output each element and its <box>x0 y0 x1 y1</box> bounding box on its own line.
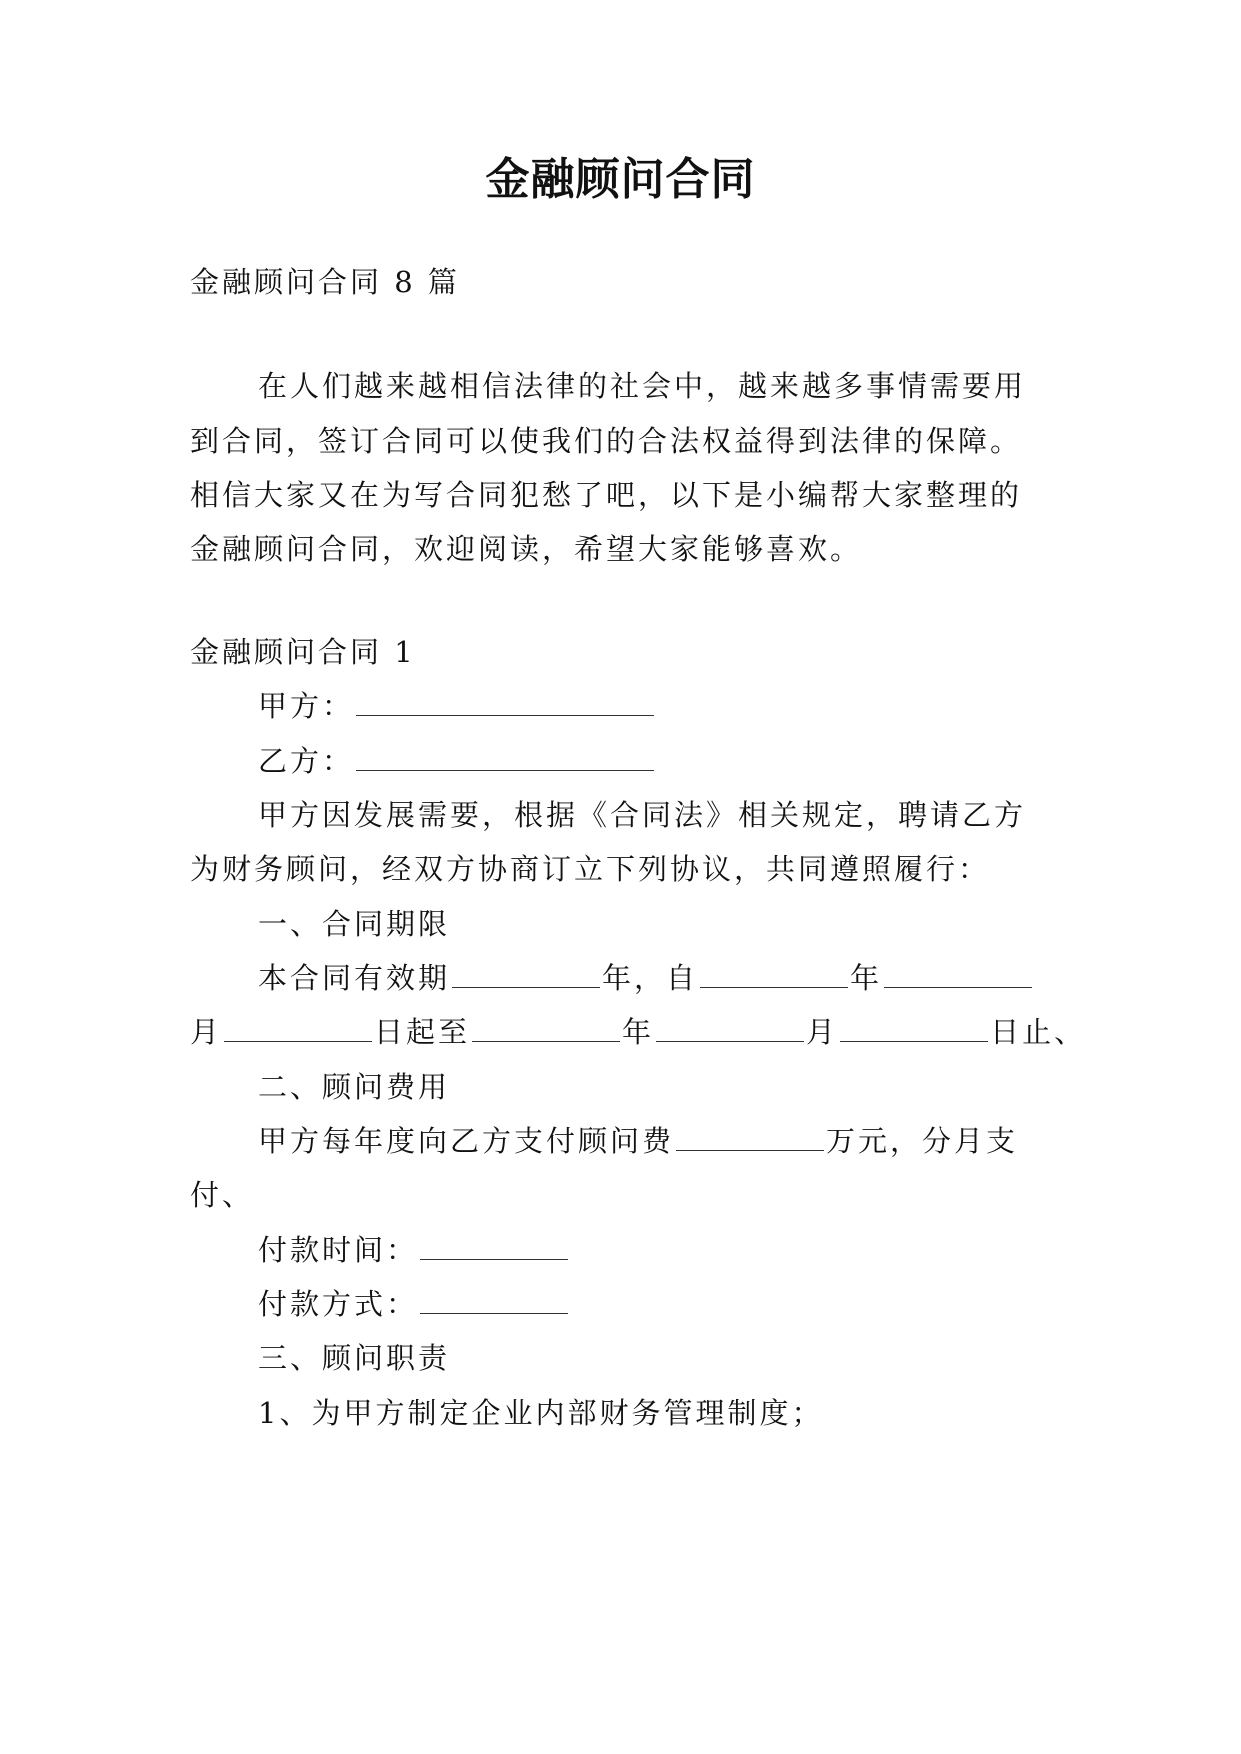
fee-amount-blank <box>676 1122 824 1151</box>
payment-method-label: 付款方式： <box>258 1287 419 1321</box>
intro-line-3: 相信大家又在为写合同犯愁了吧，以下是小编帮大家整理的 <box>190 478 1023 512</box>
term-text-g: 月 <box>806 1015 839 1049</box>
preamble-line-1: 甲方因发展需要，根据《合同法》相关规定，聘请乙方 <box>258 798 1027 832</box>
fee-line-2: 付、 <box>190 1178 255 1212</box>
intro-line-4: 金融顾问合同，欢迎阅读，希望大家能够喜欢。 <box>190 532 863 566</box>
term-text-a: 本合同有效期 <box>258 961 451 995</box>
start-month-blank <box>884 959 1032 988</box>
term-text-d: 月 <box>190 1015 223 1049</box>
payment-time-label: 付款时间： <box>258 1233 419 1267</box>
preamble-line-2: 为财务顾问，经双方协商订立下列协议，共同遵照履行： <box>190 852 991 886</box>
document-subtitle: 金融顾问合同 8 篇 <box>190 265 460 299</box>
fee-text-b: 万元，分月支 <box>826 1124 1019 1158</box>
clause3-heading: 三、顾问职责 <box>258 1341 451 1375</box>
payment-method-row <box>258 1284 570 1324</box>
start-year-blank <box>700 959 848 988</box>
party-a-label: 甲方： <box>258 689 355 723</box>
payment-time-row <box>258 1230 570 1270</box>
start-day-blank <box>224 1013 372 1042</box>
term-line-2 <box>190 1012 1086 1052</box>
clause2-heading: 二、顾问费用 <box>258 1070 451 1104</box>
clause1-heading: 一、合同期限 <box>258 907 451 941</box>
party-a-blank <box>356 687 654 716</box>
duty-item-1: 1、为甲方制定企业内部财务管理制度； <box>258 1396 824 1430</box>
payment-time-blank <box>420 1231 568 1260</box>
term-years-blank <box>452 959 600 988</box>
fee-line-1 <box>258 1121 1018 1161</box>
party-b-label: 乙方： <box>258 744 355 778</box>
term-text-b: 年，自 <box>602 961 699 995</box>
section-heading: 金融顾问合同 1 <box>190 635 416 669</box>
party-b-row <box>258 741 656 781</box>
document-title: 金融顾问合同 <box>485 154 756 205</box>
term-text-f: 年 <box>622 1015 655 1049</box>
term-text-e: 日起至 <box>374 1015 471 1049</box>
intro-line-1: 在人们越来越相信法律的社会中，越来越多事情需要用 <box>258 369 1027 403</box>
party-b-blank <box>356 742 654 771</box>
end-month-blank <box>656 1013 804 1042</box>
term-text-c: 年 <box>850 961 883 995</box>
end-year-blank <box>472 1013 620 1042</box>
party-a-row <box>258 686 656 726</box>
term-line-1 <box>258 958 1034 998</box>
fee-text-a: 甲方每年度向乙方支付顾问费 <box>258 1124 675 1158</box>
end-day-blank <box>840 1013 988 1042</box>
intro-line-2: 到合同，签订合同可以使我们的合法权益得到法律的保障。 <box>190 424 1023 458</box>
payment-method-blank <box>420 1285 568 1314</box>
term-text-h: 日止、 <box>990 1015 1087 1049</box>
